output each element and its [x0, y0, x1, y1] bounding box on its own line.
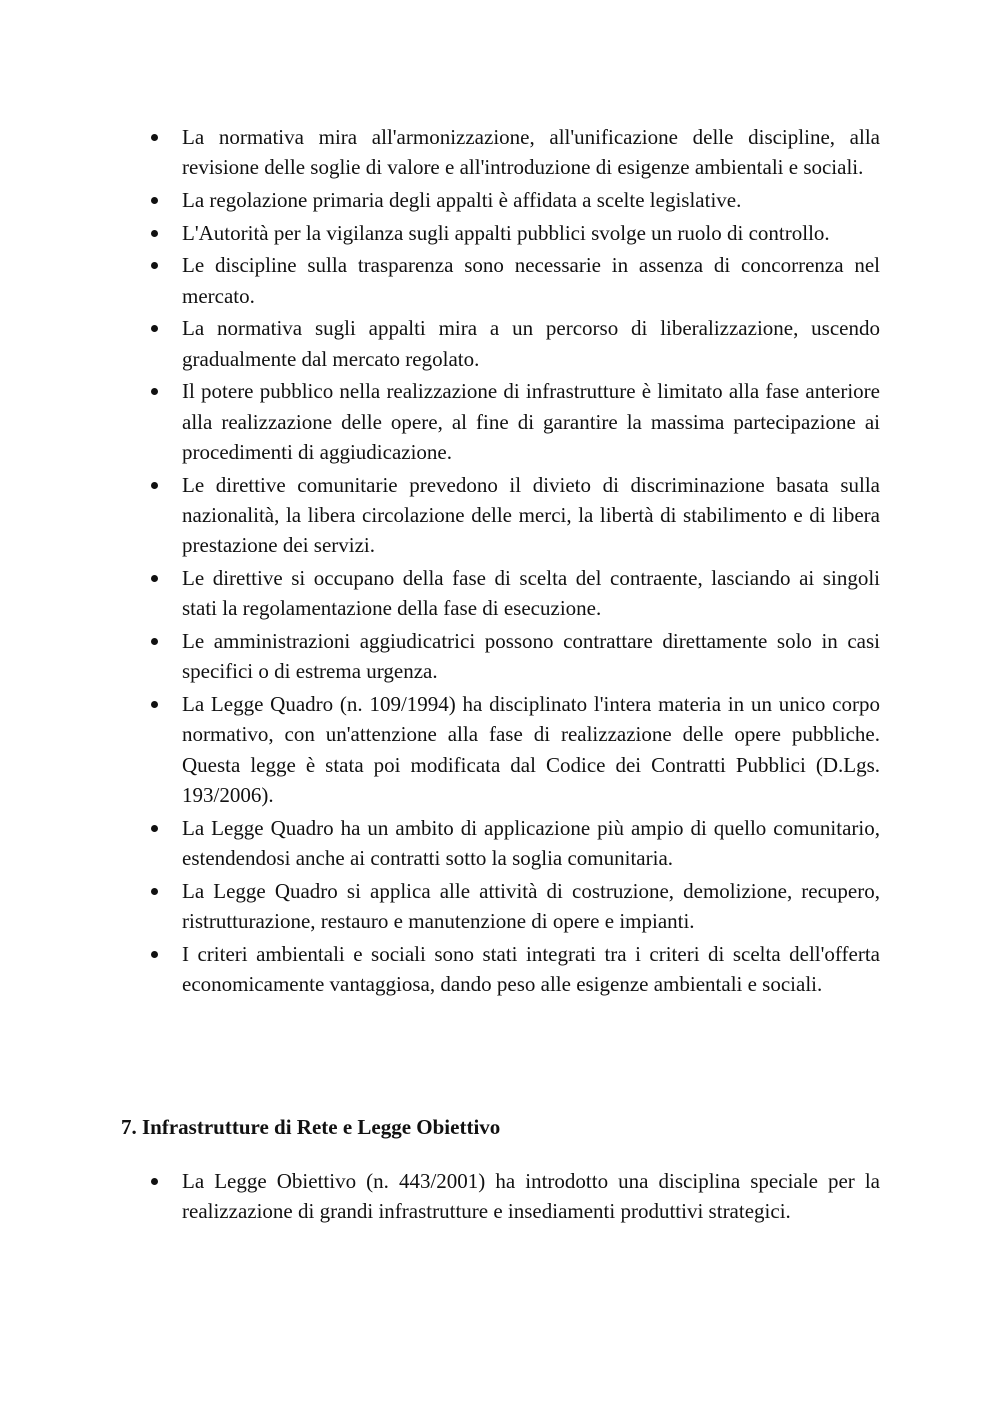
bullet-icon [151, 197, 158, 204]
list-item-text: Le direttive si occupano della fase di scelta del contraente, lasciando ai singoli stati la regolamentazione della fase di esecuzione. [182, 566, 880, 621]
bullet-icon [151, 134, 158, 141]
list-item [151, 185, 880, 215]
list-item [151, 218, 880, 248]
list-item-text: La Legge Quadro ha un ambito di applicazione più ampio di quello comunitario, estendendosi anche ai contratti sotto la soglia comunitaria. [182, 815, 880, 871]
bullet-icon [151, 262, 158, 269]
bullet-list-intro [151, 122, 880, 1002]
bullet-icon [151, 825, 158, 832]
list-item [151, 876, 880, 937]
list-item [151, 813, 880, 874]
list-item [151, 122, 880, 183]
list-item-text: L'Autorità per la vigilanza sugli appalti pubblici svolge un ruolo di controllo. [182, 220, 830, 245]
list-item-text: La normativa mira all'armonizzazione, all'unificazione delle discipline, alla revisione delle soglie di valore e all'introduzione di esigenze ambientali e sociali. [182, 125, 880, 180]
list-item [151, 376, 880, 467]
list-item [151, 470, 880, 561]
list-item-text: La regolazione primaria degli appalti è affidata a scelte legislative. [182, 188, 742, 212]
list-item-text: La Legge Obiettivo (n. 443/2001) ha introdotto una disciplina speciale per la realizzazione di grandi infrastrutture e insediamenti produttivi strategici. [182, 1169, 880, 1224]
bullet-icon [151, 325, 158, 332]
list-item [151, 563, 880, 624]
list-item-text: Le direttive comunitarie prevedono il divieto di discriminazione basata sulla nazionalità, la libera circolazione delle merci, la libertà di stabilimento e di libera prestazione dei servizi. [182, 472, 880, 558]
bullet-icon [151, 951, 158, 958]
list-item-text: Le amministrazioni aggiudicatrici possono contrattare direttamente solo in casi specifici o di estrema urgenza. [182, 629, 880, 684]
bullet-icon [151, 575, 158, 582]
list-item-text: Il potere pubblico nella realizzazione di infrastrutture è limitato alla fase anteriore alla realizzazione delle opere, al fine di garantire la massima partecipazione ai procedimenti di aggiudicazione. [182, 379, 880, 464]
bullet-icon [151, 1178, 158, 1185]
bullet-icon [151, 638, 158, 645]
bullet-icon [151, 388, 158, 395]
list-item-text: Le discipline sulla trasparenza sono necessarie in assenza di concorrenza nel mercato. [182, 253, 880, 308]
list-item [151, 1166, 880, 1227]
list-item-text: La normativa sugli appalti mira a un percorso di liberalizzazione, uscendo gradualmente dal mercato regolato. [182, 316, 880, 371]
list-item-text: I criteri ambientali e sociali sono stati integrati tra i criteri di scelta dell'offerta economicamente vantaggiosa, dando peso alle esigenze ambientali e sociali. [182, 941, 880, 997]
bullet-icon [151, 888, 158, 895]
list-item [151, 313, 880, 374]
bullet-icon [151, 482, 158, 489]
list-item-text: La Legge Quadro si applica alle attività di costruzione, demolizione, recupero, ristrutturazione, restauro e manutenzione di opere e impianti. [182, 878, 880, 934]
section-heading: 7. Infrastrutture di Rete e Legge Obiettivo [121, 1115, 501, 1139]
bullet-icon [151, 701, 158, 708]
list-item [151, 689, 880, 811]
list-item-text: La Legge Quadro (n. 109/1994) ha disciplinato l'intera materia in un unico corpo normativo, con un'attenzione alla fase di realizzazione delle opere pubbliche. Questa legge è stata poi modificata dal Codice dei Contratti Pubblici (D.Lgs. 193/2006). [182, 692, 880, 808]
bullet-icon [151, 230, 158, 237]
list-item [151, 250, 880, 311]
list-item [151, 626, 880, 687]
list-item [151, 939, 880, 1000]
bullet-list-section-7 [151, 1166, 880, 1229]
